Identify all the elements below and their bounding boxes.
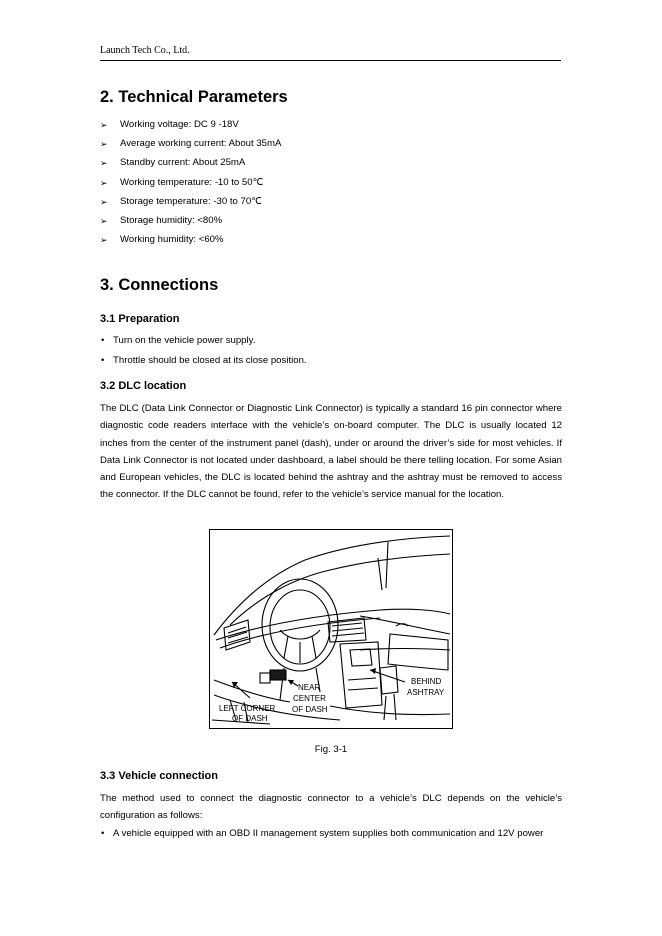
arrow-bullet-icon: ➢: [100, 177, 108, 188]
dlc-location-figure: [209, 529, 453, 729]
bullet-icon: •: [101, 828, 105, 839]
vehicle-connection-list: [100, 827, 562, 847]
list-item: ➢ Average working current: About 35mA: [100, 138, 282, 150]
list-item: ➢ Storage temperature: -30 to 70℃: [100, 195, 262, 207]
figure-caption: Fig. 3-1: [314, 744, 348, 755]
list-item: • Turn on the vehicle power supply.: [101, 335, 256, 346]
near-center-label-line3: OF DASH: [292, 705, 328, 714]
list-item: ➢ Working humidity: <60%: [100, 234, 224, 246]
page-header: Launch Tech Co., Ltd.: [100, 45, 190, 56]
arrow-bullet-icon: ➢: [100, 139, 108, 150]
bullet-icon: •: [101, 354, 105, 366]
preparation-heading: 3.1 Preparation: [100, 313, 180, 325]
technical-parameters-heading: 2. Technical Parameters: [100, 88, 288, 106]
list-item: ➢ Working voltage: DC 9 -18V: [100, 119, 239, 130]
near-center-label-line1: NEAR: [298, 683, 321, 692]
arrow-bullet-icon: ➢: [100, 235, 108, 246]
list-item: ➢ Standby current: About 25mA: [100, 157, 246, 169]
behind-ashtray-label-line1: BEHIND: [411, 677, 442, 686]
list-item: ➢ Storage humidity: <80%: [100, 214, 223, 226]
bullet-icon: •: [101, 335, 105, 346]
preparation-list: [100, 334, 562, 373]
dlc-location-paragraph: The DLC (Data Link Connector or Diagnostic Link Connector) is typically a standard 16 pin connector where diagnostic code readers interface with the vehicle’s on-board computer. The DLC is usually located 12 inches from the center of the instrument panel (dash), under or around the driver’s side for most vehicles. If Data Link Connector is not located under dashboard, a label should be there telling location. For some Asian and European vehicles, the DLC is located behind the ashtray and the ashtray must be removed to access the connector. If the DLC cannot be found, refer to the vehicle’s service manual for the location.: [100, 403, 562, 501]
arrow-bullet-icon: ➢: [100, 215, 108, 226]
left-corner-label-line1: LEFT CORNER: [219, 704, 276, 713]
list-item: • Throttle should be closed at its close position.: [101, 354, 307, 366]
vehicle-connection-paragraph: The method used to connect the diagnostic connector to a vehicle’s DLC depends on the vehicle’s configuration as follows:: [100, 793, 562, 822]
list-item: ➢ Working temperature: -10 to 50℃: [100, 176, 264, 188]
car-interior-illustration: [210, 530, 452, 728]
near-center-label-line2: CENTER: [293, 694, 326, 703]
connections-heading: 3. Connections: [100, 276, 219, 294]
vehicle-connection-heading: 3.3 Vehicle connection: [100, 770, 218, 782]
header-rule: [100, 60, 561, 61]
list-item: • A vehicle equipped with an OBD II management system supplies both communication and 12V power: [101, 828, 544, 839]
technical-parameters-list: [100, 118, 560, 252]
left-corner-label-line2: OF DASH: [232, 714, 268, 723]
behind-ashtray-label-line2: ASHTRAY: [407, 688, 445, 697]
arrow-bullet-icon: ➢: [100, 158, 108, 169]
arrow-bullet-icon: ➢: [100, 120, 108, 130]
arrow-bullet-icon: ➢: [100, 196, 108, 207]
dlc-location-heading: 3.2 DLC location: [100, 380, 187, 392]
